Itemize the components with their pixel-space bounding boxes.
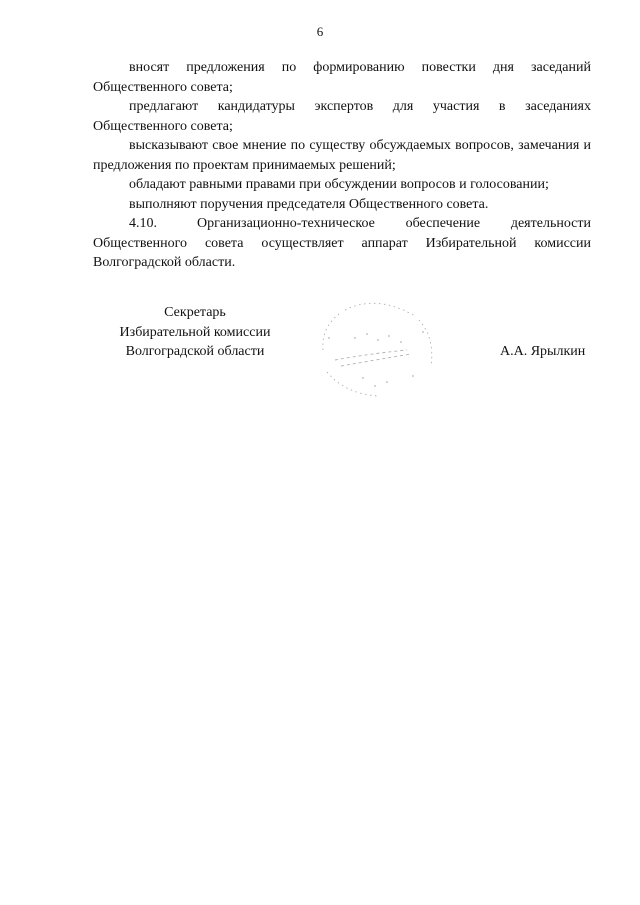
paragraph-equal-rights: обладают равными правами при обсуждении вопросов и голосовании; bbox=[129, 177, 549, 192]
signatory-name: А.А. Ярылкин bbox=[500, 344, 586, 359]
clause-number: 4.10. bbox=[129, 216, 157, 231]
paragraph-opinion: высказывают свое мнение по существу обсуждаемых вопросов, замечания и предложения по проектам принимаемых решений; bbox=[93, 138, 591, 173]
clause-text: Организационно-техническое обеспечение деятельности Общественного совета осуществляет аппарат Избирательной комиссии Волгоградской области. bbox=[93, 216, 591, 270]
paragraph-expert-candidates: предлагают кандидатуры экспертов для участия в заседаниях Общественного совета; bbox=[93, 99, 591, 134]
paragraph-agenda-proposals: вносят предложения по формированию повестки дня заседаний Общественного совета; bbox=[93, 60, 591, 95]
official-stamp-icon bbox=[315, 298, 440, 403]
signatory-title-line-2: Избирательной комиссии bbox=[119, 324, 271, 340]
signatory-title-line-3: Волгоградской области bbox=[125, 344, 265, 359]
document-body bbox=[93, 58, 591, 273]
signatory-title-line-1: Секретарь bbox=[164, 305, 226, 320]
signature-block bbox=[0, 298, 640, 408]
clause-4-10 bbox=[93, 214, 591, 273]
paragraph-chairman-orders: выполняют поручения председателя Общественного совета. bbox=[129, 196, 489, 212]
page-number: 6 bbox=[316, 24, 324, 39]
signatory-title bbox=[100, 303, 290, 362]
